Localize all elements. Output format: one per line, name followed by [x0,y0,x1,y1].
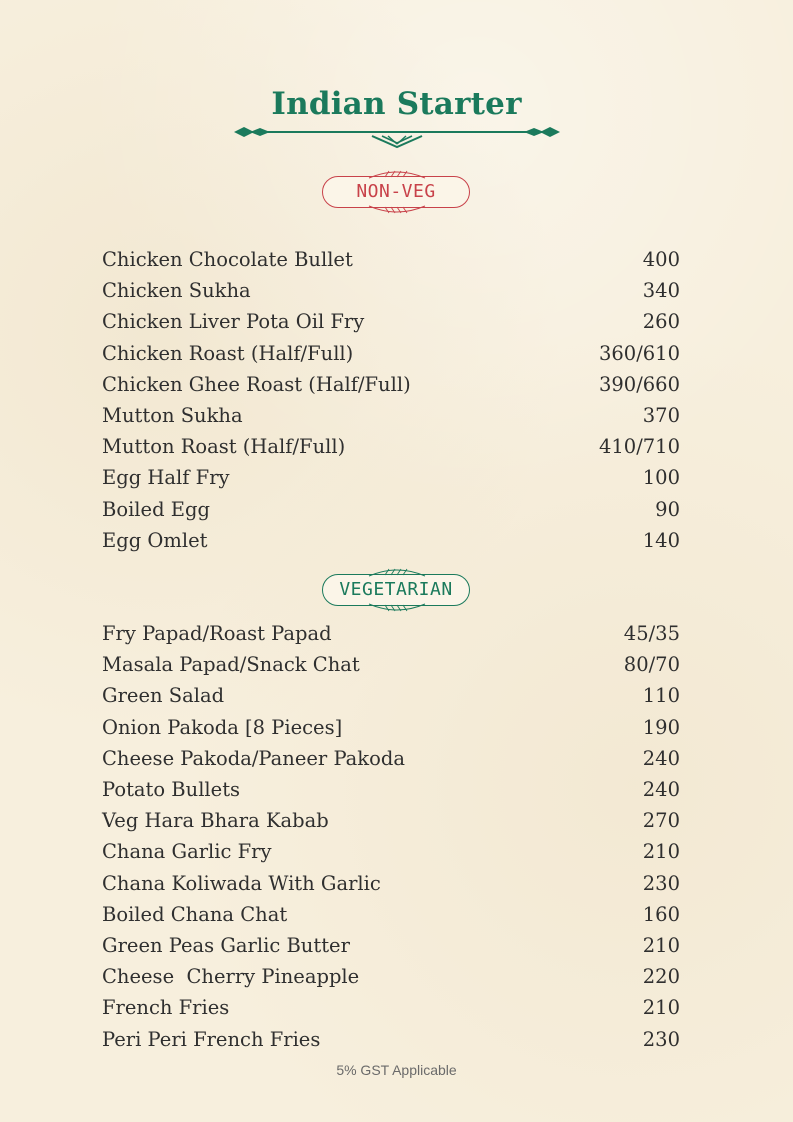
menu-item [102,431,680,462]
menu-item-name: Egg Half Fry [102,466,230,490]
flourish-icon [367,567,427,577]
menu-item-name: Cheese Cherry Pineapple [102,965,360,989]
menu-item-price: 160 [642,902,680,926]
menu-item [102,712,680,743]
menu-item-price: 190 [642,715,680,739]
menu-item-name: Peri Peri French Fries [102,1027,321,1051]
menu-item [102,805,680,836]
menu-item-price: 140 [642,528,680,552]
menu-item-price: 260 [642,310,680,334]
flourish-icon [367,169,427,179]
flourish-icon [367,205,427,215]
ornamental-divider [232,122,562,150]
menu-item-price: 360/610 [598,341,680,365]
menu-item [102,525,680,556]
menu-item-name: Veg Hara Bhara Kabab [102,809,329,833]
section-label-nonveg: NON-VEG [356,181,436,202]
menu-item-name: Chana Garlic Fry [102,840,272,864]
menu-item [102,462,680,493]
menu-item-price: 410/710 [598,435,680,459]
menu-item-name: Fry Papad/Roast Papad [102,622,332,646]
menu-item-price: 230 [642,871,680,895]
menu-item-name: Mutton Sukha [102,404,243,428]
menu-item [102,868,680,899]
nonveg-menu-list [102,244,680,556]
menu-item-name: Chicken Chocolate Bullet [102,248,353,272]
menu-item [102,680,680,711]
menu-item-price: 220 [642,965,680,989]
menu-item [102,992,680,1023]
menu-item-price: 100 [642,466,680,490]
menu-item [102,494,680,525]
menu-item [102,743,680,774]
menu-item-name: Chicken Roast (Half/Full) [102,341,354,365]
menu-item [102,369,680,400]
menu-item-name: French Fries [102,996,230,1020]
menu-item-price: 230 [642,1027,680,1051]
menu-item-price: 270 [642,809,680,833]
page-title: Indian Starter [271,86,522,122]
menu-item-price: 210 [642,840,680,864]
menu-item-price: 90 [655,497,680,521]
menu-item-price: 210 [642,933,680,957]
menu-item-price: 80/70 [623,653,680,677]
gst-note: 5% GST Applicable [336,1062,457,1078]
menu-item [102,338,680,369]
menu-item-price: 110 [642,684,680,708]
menu-item-price: 240 [642,778,680,802]
section-badge-nonveg [322,176,470,208]
menu-item [102,836,680,867]
menu-item [102,1023,680,1054]
menu-item-name: Boiled Chana Chat [102,902,288,926]
menu-item-name: Boiled Egg [102,497,210,521]
section-label-vegetarian: VEGETARIAN [339,579,453,600]
menu-item [102,275,680,306]
section-badge-vegetarian [322,574,470,606]
menu-item-name: Mutton Roast (Half/Full) [102,435,346,459]
menu-item-price: 210 [642,996,680,1020]
menu-item [102,244,680,275]
menu-item-name: Green Peas Garlic Butter [102,933,350,957]
veg-menu-list [102,618,680,1055]
menu-item [102,961,680,992]
menu-item-name: Egg Omlet [102,528,208,552]
menu-item [102,618,680,649]
menu-item-name: Chicken Liver Pota Oil Fry [102,310,365,334]
flourish-icon [367,603,427,613]
menu-item-price: 390/660 [598,372,680,396]
menu-item-price: 340 [642,279,680,303]
menu-item [102,774,680,805]
menu-item [102,400,680,431]
menu-item [102,306,680,337]
menu-item-price: 45/35 [623,622,680,646]
menu-item-name: Onion Pakoda [8 Pieces] [102,715,343,739]
menu-item [102,649,680,680]
menu-item-name: Chicken Ghee Roast (Half/Full) [102,372,411,396]
menu-item-price: 370 [642,404,680,428]
menu-item [102,899,680,930]
menu-item-name: Green Salad [102,684,225,708]
menu-item-price: 240 [642,746,680,770]
menu-item-name: Chana Koliwada With Garlic [102,871,381,895]
menu-item-name: Chicken Sukha [102,279,251,303]
menu-item [102,930,680,961]
menu-item-name: Cheese Pakoda/Paneer Pakoda [102,746,405,770]
menu-item-name: Potato Bullets [102,778,241,802]
menu-item-name: Masala Papad/Snack Chat [102,653,360,677]
menu-item-price: 400 [642,248,680,272]
